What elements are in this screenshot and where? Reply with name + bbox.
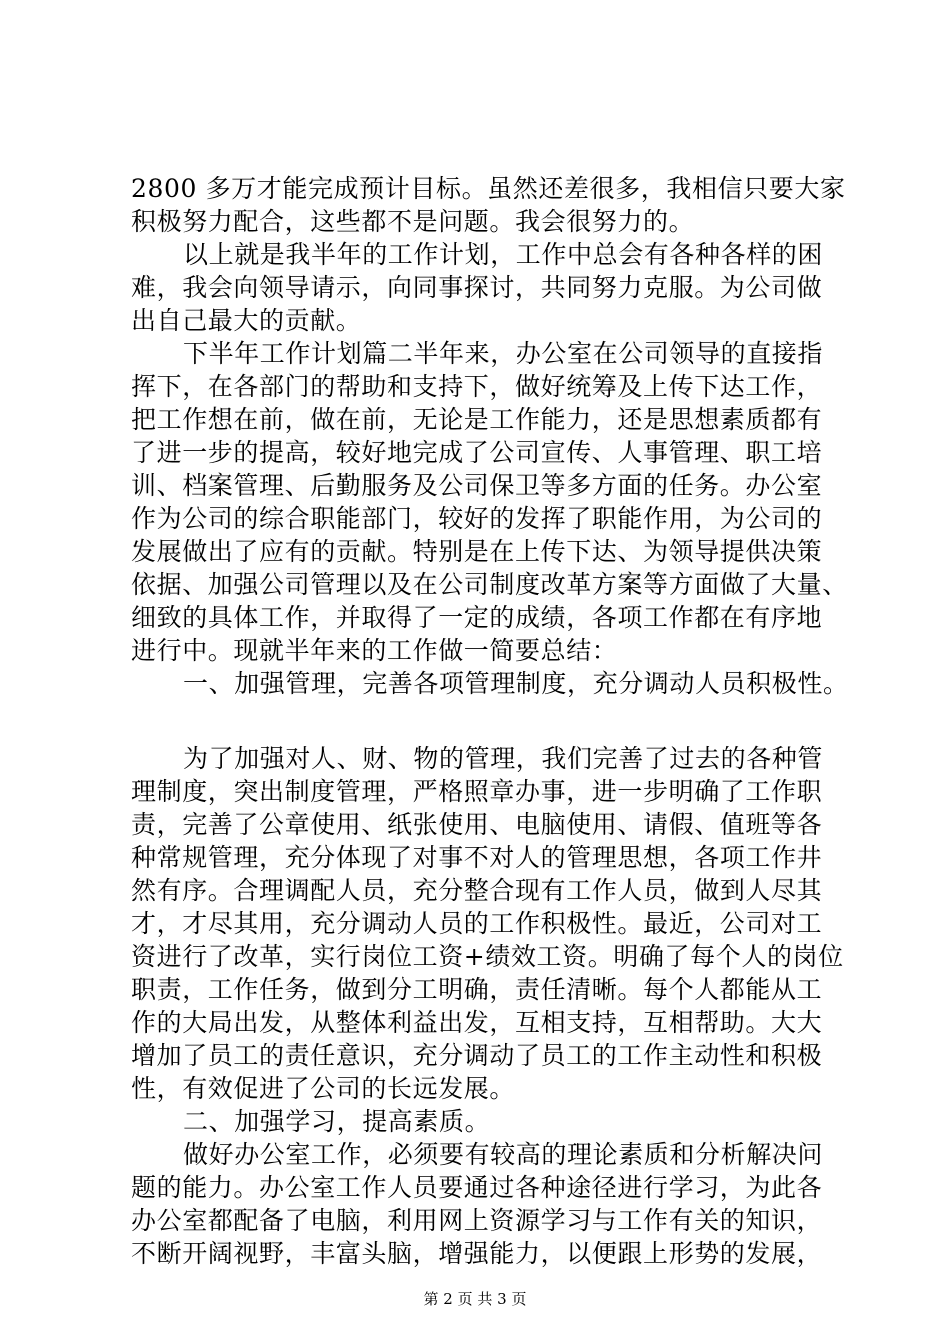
text-line: 理制度，突出制度管理，严格照章办事，进一步明确了工作职 <box>131 777 823 806</box>
text-line: 挥下，在各部门的帮助和支持下，做好统筹及上传下达工作， <box>131 372 823 401</box>
text-line: 细致的具体工作，并取得了一定的成绩，各项工作都在有序地 <box>131 603 823 632</box>
text-line: 训、档案管理、后勤服务及公司保卫等多方面的任务。办公室 <box>131 471 823 500</box>
text-line: 发展做出了应有的贡献。特别是在上传下达、为领导提供决策 <box>131 537 823 566</box>
text-line: 2800 多万才能完成预计目标。虽然还差很多，我相信只要大家 <box>131 174 846 203</box>
text-line: 性，有效促进了公司的长远发展。 <box>131 1074 516 1103</box>
text-line: 资进行了改革，实行岗位工资+绩效工资。明确了每个人的岗位 <box>131 942 844 971</box>
text-line: 责，完善了公章使用、纸张使用、电脑使用、请假、值班等各 <box>131 810 823 839</box>
text-line: 一、加强管理，完善各项管理制度，充分调动人员积极性。 <box>183 669 849 698</box>
page-footer: 第 2 页 共 3 页 <box>423 1290 527 1308</box>
body-text <box>131 172 849 1270</box>
text-line: 把工作想在前，做在前，无论是工作能力，还是思想素质都有 <box>131 405 823 434</box>
text-line: 了进一步的提高，较好地完成了公司宣传、人事管理、职工培 <box>131 438 823 467</box>
text-line: 增加了员工的责任意识，充分调动了员工的工作主动性和积极 <box>131 1041 823 1070</box>
text-line: 进行中。现就半年来的工作做一简要总结： <box>131 636 618 665</box>
blank-line <box>131 700 831 742</box>
text-line: 难，我会向领导请示，向同事探讨，共同努力克服。为公司做 <box>131 273 823 302</box>
text-line: 为了加强对人、财、物的管理，我们完善了过去的各种管 <box>183 744 824 773</box>
text-line: 下半年工作计划篇二半年来，办公室在公司领导的直接指 <box>183 339 824 368</box>
text-line: 积极努力配合，这些都不是问题。我会很努力的。 <box>131 207 695 236</box>
text-line: 才，才尽其用，充分调动人员的工作积极性。最近，公司对工 <box>131 909 823 938</box>
text-line: 然有序。合理调配人员，充分整合现有工作人员，做到人尽其 <box>131 876 823 905</box>
text-line: 做好办公室工作，必须要有较高的理论素质和分析解决问 <box>183 1140 824 1169</box>
text-line: 出自己最大的贡献。 <box>131 306 362 335</box>
text-line: 题的能力。办公室工作人员要通过各种途径进行学习，为此各 <box>131 1173 823 1202</box>
text-line: 二、加强学习，提高素质。 <box>183 1107 491 1136</box>
text-line: 办公室都配备了电脑，利用网上资源学习与工作有关的知识， <box>131 1206 823 1235</box>
text-line: 作为公司的综合职能部门，较好的发挥了职能作用，为公司的 <box>131 504 823 533</box>
text-line: 不断开阔视野，丰富头脑，增强能力，以便跟上形势的发展， <box>131 1239 823 1268</box>
text-line: 职责，工作任务，做到分工明确，责任清晰。每个人都能从工 <box>131 975 823 1004</box>
text-line: 依据、加强公司管理以及在公司制度改革方案等方面做了大量、 <box>131 570 848 599</box>
text-line: 作的大局出发，从整体利益出发，互相支持，互相帮助。大大 <box>131 1008 823 1037</box>
text-line: 种常规管理，充分体现了对事不对人的管理思想，各项工作井 <box>131 843 823 872</box>
text-line: 以上就是我半年的工作计划，工作中总会有各种各样的困 <box>183 240 824 269</box>
